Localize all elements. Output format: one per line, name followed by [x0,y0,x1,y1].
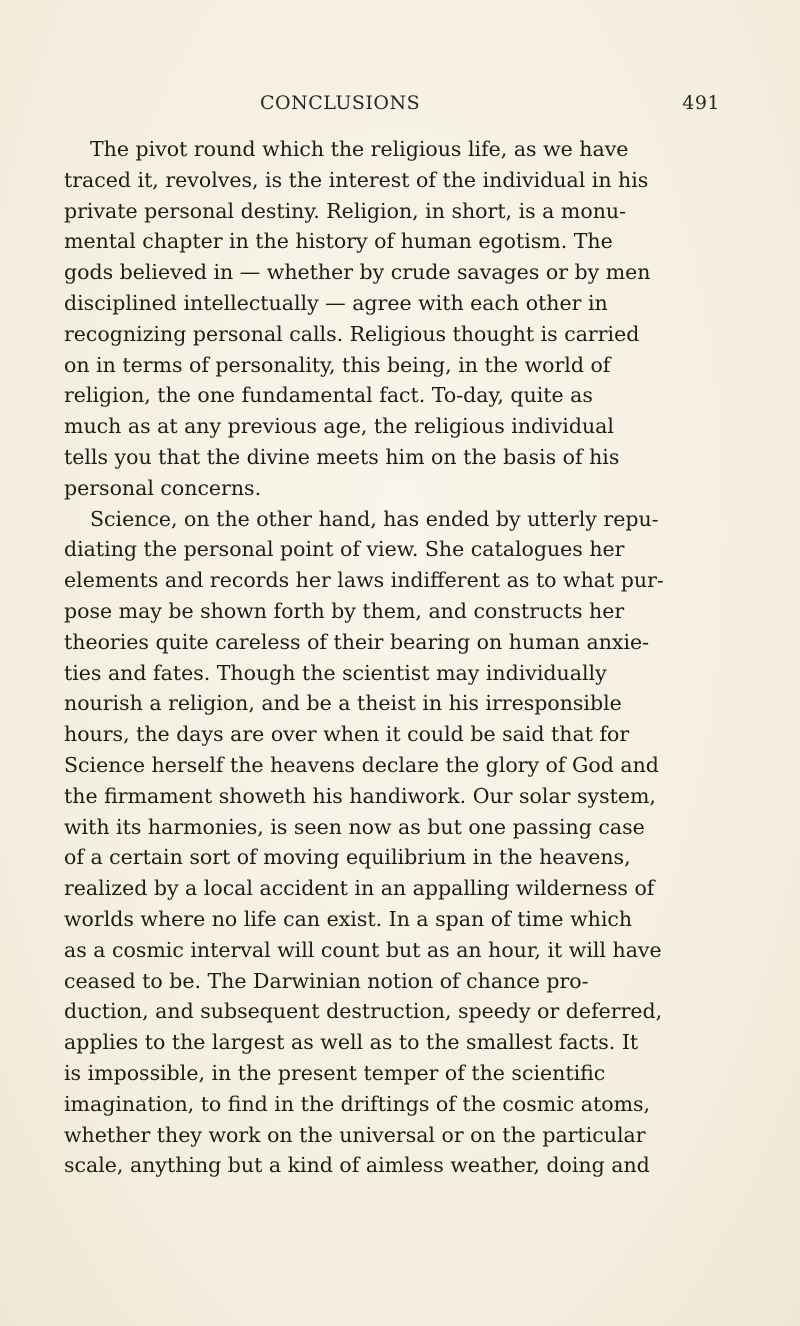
chapter-title: CONCLUSIONS [260,92,421,114]
paragraph: The pivot round which the religious life, as we have traced it, revolves, is the interest of the individual in his private personal destiny. Religion, in short, is a monu- mental chapter in the history of human egotism. The gods believed in — whether by crude savages or by men disciplined intellectually — agree with each other in recognizing personal calls. Religious thought is carried on in terms of personality, this being, in the world of religion, the one fundamental fact. To-day, quite as much as at any previous age, the religious individual tells you that the divine meets him on the basis of his personal concerns. [64,137,651,500]
page-number: 491 [682,92,720,114]
running-head [260,92,720,122]
body-text [64,134,742,1181]
paragraph: Science, on the other hand, has ended by utterly repu- diating the personal point of view. She catalogues her elements and records her laws indifferent as to what pur- pose may be shown forth by them, and constructs her theories quite careless of their bearing on human anxie- ties and fates. Though the scientist may individually nourish a religion, and be a theist in his irresponsible hours, the days are over when it could be said that for Science herself the heavens declare the glory of God and the firmament showeth his handiwork. Our solar system, with its harmonies, is seen now as but one passing case of a certain sort of moving equilibrium in the heavens, realized by a local accident in an appalling wilderness of worlds where no life can exist. In a span of time which as a cosmic interval will count but as an hour, it will have ceased to be. The Darwinian notion of chance pro- duction, and subsequent destruction, speedy or deferred, applies to the largest as well as to the smallest facts. It is impossible, in the present temper of the scientific imagination, to find in the driftings of the cosmic atoms, whether they work on the universal or on the particular scale, anything but a kind of aimless weather, doing and [64,506,664,1178]
